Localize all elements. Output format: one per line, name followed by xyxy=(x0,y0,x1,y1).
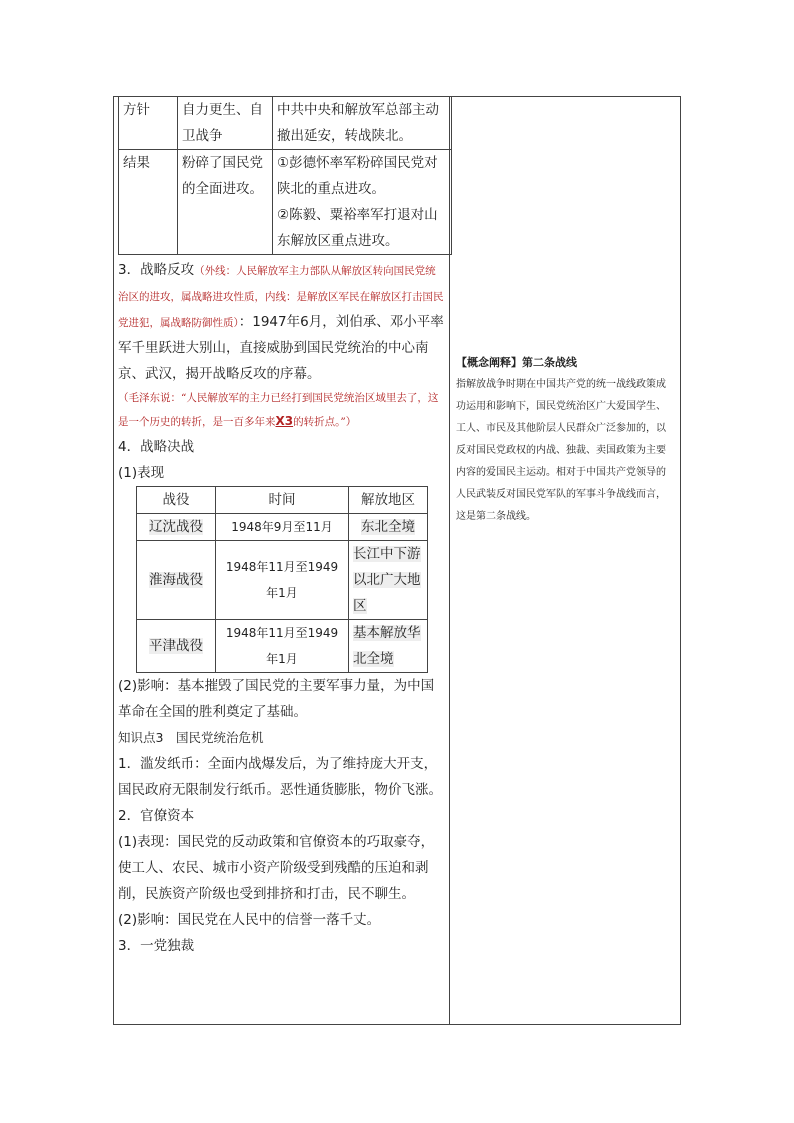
header-cell: 解放地区 xyxy=(349,487,428,514)
paragraph: (2)影响：国民党在人民中的信誉一落千丈。 xyxy=(118,912,381,928)
table-cell: 粉碎了国民党的全面进攻。 xyxy=(178,150,273,255)
table-row xyxy=(119,150,452,255)
battle-time: 1948年9月至11月 xyxy=(216,514,349,541)
header-cell: 战役 xyxy=(137,487,216,514)
section-strategic-counteroffensive xyxy=(118,257,446,387)
section-title: 3．战略反攻 xyxy=(118,262,195,278)
x3-mark[interactable]: X3 xyxy=(275,414,294,428)
row-label: 方针 xyxy=(119,97,178,150)
table-row xyxy=(137,620,428,673)
sidebar-heading: 【概念阐释】第二条战线 xyxy=(456,356,577,369)
battle-area: 东北全境 xyxy=(349,514,428,541)
battle-name: 辽沈战役 xyxy=(137,514,216,541)
table-row xyxy=(137,514,428,541)
result-item: ②陈毅、粟裕率军打退对山东解放区重点进攻。 xyxy=(277,207,438,249)
quote-text: （毛泽东说：“人民解放军的主力已经打到国民党统治区域里去了，这是一个历史的转折，是一百多年来 xyxy=(118,392,439,428)
table-row xyxy=(137,541,428,620)
table-row xyxy=(119,97,452,150)
battle-name: 平津战役 xyxy=(137,620,216,673)
quote-end: 的转折点。”） xyxy=(293,416,357,428)
battle-area: 长江中下游以北广大地区 xyxy=(349,541,428,620)
sidebar-body: 指解放战争时期在中国共产党的统一战线政策成功运用和影响下，国民党统治区广大爱国学生、工人、市民及其他阶层人民群众广泛参加的，以反对国民党政权的内战、独裁、卖国政策为主要内容的爱国民主运动。相对于中国共产党领导的人民武装反对国民党军队的军事斗争战线而言，这是第二条战线。 xyxy=(456,379,666,522)
battle-time: 1948年11月至1949年1月 xyxy=(216,620,349,673)
battle-table xyxy=(136,486,428,673)
paragraph: 2．官僚资本 xyxy=(118,808,195,824)
paragraph: (1)表现：国民党的反动政策和官僚资本的巧取豪夺，使工人、农民、城市小资产阶级受到残酷的压迫和剥削，民族资产阶级也受到排挤和打击，民不聊生。 xyxy=(118,834,435,902)
section-body: ：1947年6月，刘伯承、邓小平率军千里跃进大别山，直接威胁到国民党统治的中心南京、武汉，揭开战略反攻的序幕。 xyxy=(118,314,444,382)
paragraph: 1．滥发纸币：全面内战爆发后，为了维持庞大开支，国民政府无限制发行纸币。恶性通货膨胀，物价飞涨。 xyxy=(118,756,442,798)
top-table xyxy=(118,96,452,255)
row-label: 结果 xyxy=(119,150,178,255)
header-cell: 时间 xyxy=(216,487,349,514)
impact-text: (2)影响：基本摧毁了国民党的主要军事力量，为中国革命在全国的胜利奠定了基础。 xyxy=(118,678,435,720)
battle-area: 基本解放华北全境 xyxy=(349,620,428,673)
note: （外线：人民解放军主力部队从解放区转向国民党统治区的进攻，属战略进攻性质，内线：是解放区军民在解放区打击国民党进犯，属战略防御性质） xyxy=(118,265,444,329)
quote xyxy=(118,387,446,434)
table-cell: 自力更生、自卫战争 xyxy=(178,97,273,150)
result-item: ①彭德怀率军粉碎国民党对陕北的重点进攻。 xyxy=(277,155,438,197)
table-cell: 中共中央和解放军总部主动撤出延安，转战陕北。 xyxy=(273,97,452,150)
table-cell xyxy=(273,150,452,255)
concept-sidebar xyxy=(456,352,674,528)
battle-name: 淮海战役 xyxy=(137,541,216,620)
battle-time: 1948年11月至1949年1月 xyxy=(216,541,349,620)
knowledge-title: 知识点3 国民党统治危机 xyxy=(118,730,264,745)
paragraph: 3．一党独裁 xyxy=(118,938,195,954)
section-title: 4．战略决战 xyxy=(118,439,195,455)
subsection-title: (1)表现 xyxy=(118,465,165,481)
main-column xyxy=(118,96,446,959)
table-header xyxy=(137,487,428,514)
